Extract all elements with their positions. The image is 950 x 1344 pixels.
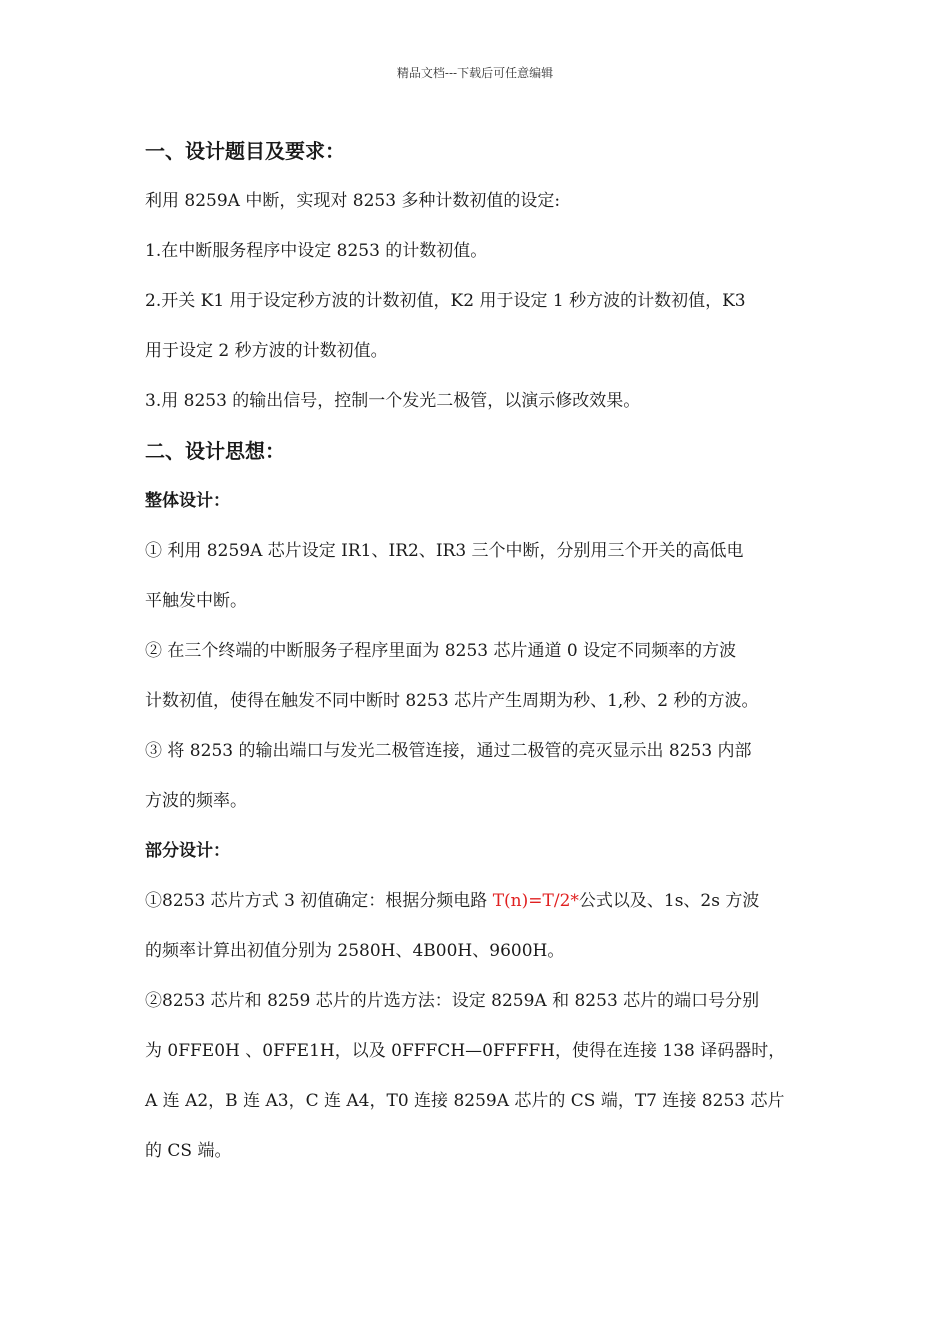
overall-paragraph-2-line-1: ② 在三个终端的中断服务子程序里面为 8253 芯片通道 0 设定不同频率的方波 — [145, 641, 737, 661]
partial-paragraph-2-line-4: 的 CS 端。 — [145, 1141, 232, 1161]
partial-paragraph-1-text-b: 公式以及、1s、2s 方波 — [578, 891, 760, 911]
page-header: 精品文档---下载后可任意编辑 — [396, 66, 554, 80]
section-2-title: 二、设计思想： — [145, 439, 285, 463]
overall-paragraph-2-line-2: 计数初值，使得在触发不同中断时 8253 芯片产生周期为秒、1,秒、2 秒的方波。 — [145, 691, 759, 711]
requirement-item-2-line-1: 2.开关 K1 用于设定秒方波的计数初值，K2 用于设定 1 秒方波的计数初值，K3 — [145, 291, 746, 311]
overall-design-title: 整体设计： — [145, 491, 230, 511]
partial-paragraph-2-line-3: A 连 A2，B 连 A3，C 连 A4，T0 连接 8259A 芯片的 CS 端，T7 连接 8253 芯片 — [145, 1091, 785, 1111]
section-1-intro: 利用 8259A 中断，实现对 8253 多种计数初值的设定: — [145, 191, 561, 211]
requirement-item-1: 1.在中断服务程序中设定 8253 的计数初值。 — [145, 241, 488, 261]
overall-paragraph-3-line-1: ③ 将 8253 的输出端口与发光二极管连接，通过二极管的亮灭显示出 8253 内部 — [145, 741, 752, 761]
partial-paragraph-2-line-1: ②8253 芯片和 8259 芯片的片选方法：设定 8259A 和 8253 芯片的端口号分别 — [145, 991, 760, 1011]
partial-paragraph-1-line-2: 的频率计算出初值分别为 2580H、4B00H、9600H。 — [145, 941, 565, 961]
document-body — [145, 128, 813, 1178]
overall-paragraph-1-line-1: ① 利用 8259A 芯片设定 IR1、IR2、IR3 三个中断，分别用三个开关的高低电 — [145, 541, 744, 561]
overall-paragraph-3-line-2: 方波的频率。 — [145, 791, 247, 811]
requirement-item-2-line-2: 用于设定 2 秒方波的计数初值。 — [145, 341, 388, 361]
overall-paragraph-1-line-2: 平触发中断。 — [145, 591, 247, 611]
partial-design-title: 部分设计： — [145, 841, 230, 861]
partial-paragraph-2-line-2: 为 0FFE0H 、0FFE1H，以及 0FFFCH—0FFFFH，使得在连接 138 译码器时， — [145, 1041, 786, 1061]
requirement-item-3: 3.用 8253 的输出信号，控制一个发光二极管，以演示修改效果。 — [145, 391, 641, 411]
partial-paragraph-1-line-1 — [145, 878, 813, 928]
divider-formula: T(n)=T/2* — [492, 891, 579, 911]
section-1-title: 一、设计题目及要求： — [145, 139, 345, 163]
partial-paragraph-1-text-a: ①8253 芯片方式 3 初值确定：根据分频电路 — [145, 891, 493, 911]
